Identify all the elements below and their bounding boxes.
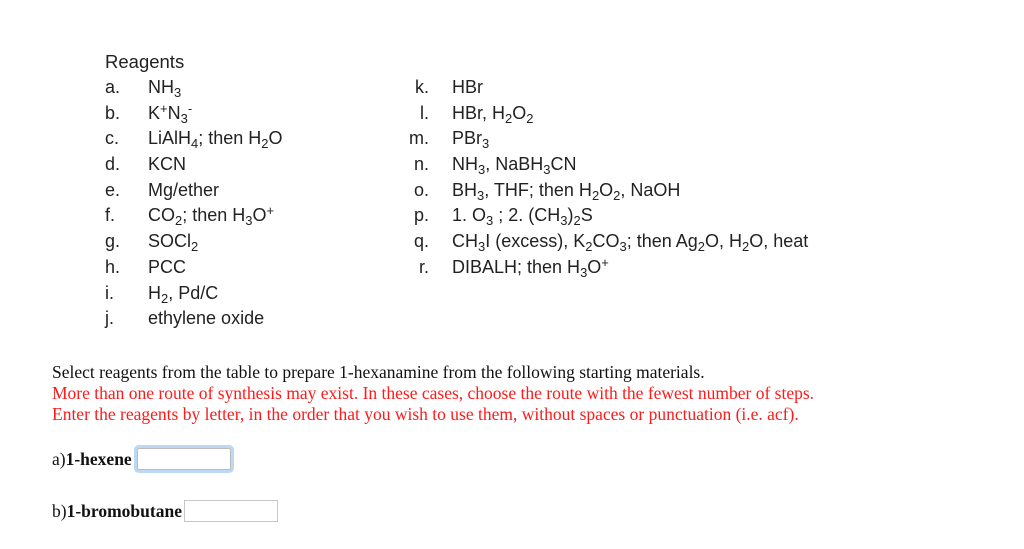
reagent-formula: PCC (148, 256, 187, 277)
reagents-title: Reagents (105, 51, 185, 72)
subscript: 2 (741, 239, 750, 254)
reagent-formula: Mg/ether (148, 179, 220, 200)
instructions (52, 362, 814, 425)
question-b (52, 500, 278, 522)
reagent-formula: $K^+N_3^-$ (148, 100, 193, 126)
reagent-formula: $CH_3I$ (excess), $K_2CO_3$; then $Ag_2O$, $H_2O$, heat (452, 231, 809, 254)
reagent-letter: g. (105, 231, 121, 252)
reagent-formula: $H_2$, Pd/C (148, 282, 219, 306)
answer-input-1-hexene[interactable] (137, 448, 231, 470)
reagent-formula: HBr (452, 77, 483, 97)
reagent-formula: KCN (148, 154, 187, 175)
subscript: 3 (245, 213, 253, 229)
reagent-letter: h. (105, 256, 121, 277)
reagent-letter: a. (105, 77, 121, 97)
question-b-label: 1-bromobutane (66, 500, 182, 521)
subscript: 2 (526, 110, 534, 126)
subscript: 4 (191, 136, 199, 152)
reagent-formula: $BH_3$, THF; then $H_2O_2$, NaOH (452, 179, 681, 203)
superscript: + (266, 203, 275, 219)
reagent-formula: $CO_2$; then $H_3O^+$ (148, 203, 275, 229)
subscript: 3 (543, 161, 551, 177)
answer-input-1-bromobutane[interactable] (184, 500, 278, 522)
reagent-letter: q. (413, 231, 429, 252)
reagent-formula: PBr$_3$ (452, 128, 490, 152)
reagent-letter: n. (413, 154, 429, 175)
reagent-letter: e. (105, 179, 121, 200)
subscript: 2 (613, 187, 621, 203)
subscript: 3 (482, 136, 490, 152)
subscript: 3 (477, 187, 485, 203)
subscript: 2 (591, 187, 600, 203)
subscript: 2 (585, 239, 593, 254)
subscript: 3 (560, 213, 568, 229)
instruction-route-note: More than one route of synthesis may exist. In these cases, choose the route with the fewest number of steps. (52, 383, 815, 403)
reagent-formula: ethylene oxide (148, 308, 265, 329)
subscript: 3 (180, 110, 188, 126)
reagent-letter: d. (105, 154, 121, 175)
question-a-prefix: a) (52, 448, 66, 469)
reagent-letter: j. (105, 308, 114, 329)
subscript: 3 (486, 213, 494, 229)
reagent-letter: m. (409, 128, 429, 149)
subscript: 3 (478, 239, 486, 254)
reagent-letter: k. (414, 77, 429, 97)
superscript: + (601, 254, 609, 270)
reagent-letter: i. (105, 282, 114, 303)
superscript: - (187, 100, 193, 116)
reagent-letter: l. (420, 102, 429, 123)
reagent-formula: DIBALH; then $H_3O^+$ (452, 254, 609, 280)
reagent-formula: 1. $O_3$ ; 2. $(CH_3)_2S$ (452, 205, 593, 229)
superscript: + (160, 100, 168, 116)
reagent-letter: b. (105, 102, 121, 123)
subscript: 2 (261, 136, 269, 152)
subscript: 3 (478, 161, 486, 177)
subscript: 2 (161, 290, 169, 306)
reagent-letter: p. (413, 205, 429, 226)
reagent-letter: c. (105, 128, 120, 149)
subscript: 2 (175, 213, 183, 229)
subscript: 2 (697, 239, 705, 254)
subscript: 3 (174, 84, 182, 100)
reagent-letter: f. (105, 205, 116, 226)
subscript: 2 (573, 213, 581, 229)
reagent-formula: HBr, $H_2O_2$ (452, 102, 534, 126)
instruction-main: Select reagents from the table to prepare 1-hexanamine from the following starting materials. (52, 362, 705, 382)
subscript: 2 (191, 239, 199, 254)
subscript: 3 (619, 239, 627, 254)
question-a (52, 448, 231, 470)
reagent-formula: $NH_3$, NaBH$_3$CN (452, 154, 577, 177)
reagent-formula: SOCl$_2$ (148, 231, 199, 254)
instruction-entry-format: Enter the reagents by letter, in the order that you wish to use them, without spaces or punctuation (i.e. acf). (52, 404, 799, 424)
question-a-label: 1-hexene (65, 448, 132, 469)
reagent-letter: o. (413, 179, 429, 200)
subscript: 2 (505, 110, 513, 126)
reagent-formula: LiAlH$_4$; then $H_2O$ (148, 128, 283, 152)
reagent-letter: r. (418, 256, 429, 277)
subscript: 3 (580, 264, 588, 280)
question-b-prefix: b) (52, 500, 67, 521)
reagent-formula: $NH_3$ (148, 77, 182, 100)
